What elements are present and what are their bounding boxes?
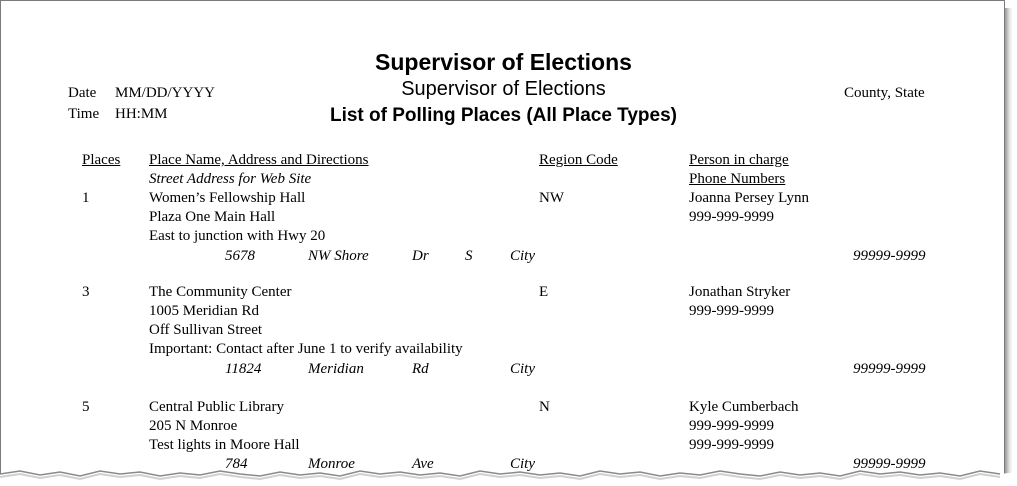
torn-edge: [0, 462, 1017, 486]
web-street-number: 784: [225, 456, 248, 472]
place-name: Women’s Fellowship Hall: [149, 190, 306, 206]
region-code: E: [539, 284, 549, 300]
web-street-name: Meridian: [308, 361, 364, 377]
column-header-place-name: Place Name, Address and Directions: [149, 152, 369, 168]
web-city: City: [510, 456, 535, 472]
person-in-charge: Kyle Cumberbach: [689, 399, 799, 415]
report-title: List of Polling Places (All Place Types): [329, 105, 678, 126]
web-street-number: 5678: [225, 248, 255, 264]
date-value: MM/DD/YYYY: [115, 85, 216, 101]
phone-number: 999-999-9999: [689, 418, 774, 434]
web-city: City: [510, 248, 535, 264]
phone-number: 999-999-9999: [689, 437, 774, 453]
county-state: County, State: [844, 85, 925, 101]
place-number: 1: [82, 190, 90, 206]
place-name: Central Public Library: [149, 399, 284, 415]
page-shadow: [1005, 8, 1013, 478]
place-note: Important: Contact after June 1 to verify availability: [149, 341, 463, 357]
column-header-phone: Phone Numbers: [689, 171, 786, 187]
web-street-direction: S: [465, 248, 473, 264]
column-header-region: Region Code: [539, 152, 618, 168]
place-address: Plaza One Main Hall: [149, 209, 276, 225]
place-number: 5: [82, 399, 90, 415]
phone-number: 999-999-9999: [689, 303, 774, 319]
web-city: City: [510, 361, 535, 377]
place-address: 1005 Meridian Rd: [149, 303, 259, 319]
place-address: 205 N Monroe: [149, 418, 238, 434]
web-street-name: Monroe: [308, 456, 355, 472]
person-in-charge: Jonathan Stryker: [689, 284, 791, 300]
column-header-person: Person in charge: [689, 152, 789, 168]
place-directions: East to junction with Hwy 20: [149, 228, 326, 244]
place-directions: Off Sullivan Street: [149, 322, 263, 338]
web-street-type: Dr: [412, 248, 429, 264]
place-number: 3: [82, 284, 90, 300]
web-street-type: Ave: [412, 456, 434, 472]
web-zip: 99999-9999: [853, 456, 926, 472]
org-title: Supervisor of Elections: [375, 49, 632, 75]
time-value: HH:MM: [115, 106, 168, 122]
date-label: Date: [68, 85, 97, 101]
region-code: NW: [539, 190, 564, 206]
place-directions: Test lights in Moore Hall: [149, 437, 300, 453]
person-in-charge: Joanna Persey Lynn: [689, 190, 809, 206]
region-code: N: [539, 399, 550, 415]
web-zip: 99999-9999: [853, 248, 926, 264]
web-street-number: 11824: [225, 361, 262, 377]
time-label: Time: [68, 106, 100, 122]
place-name: The Community Center: [149, 284, 292, 300]
org-subtitle: Supervisor of Elections: [401, 78, 606, 100]
web-street-type: Rd: [412, 361, 429, 377]
column-header-places: Places: [82, 152, 121, 168]
web-zip: 99999-9999: [853, 361, 926, 377]
phone-number: 999-999-9999: [689, 209, 774, 225]
web-street-name: NW Shore: [308, 248, 369, 264]
column-subheader-web-address: Street Address for Web Site: [149, 171, 312, 187]
